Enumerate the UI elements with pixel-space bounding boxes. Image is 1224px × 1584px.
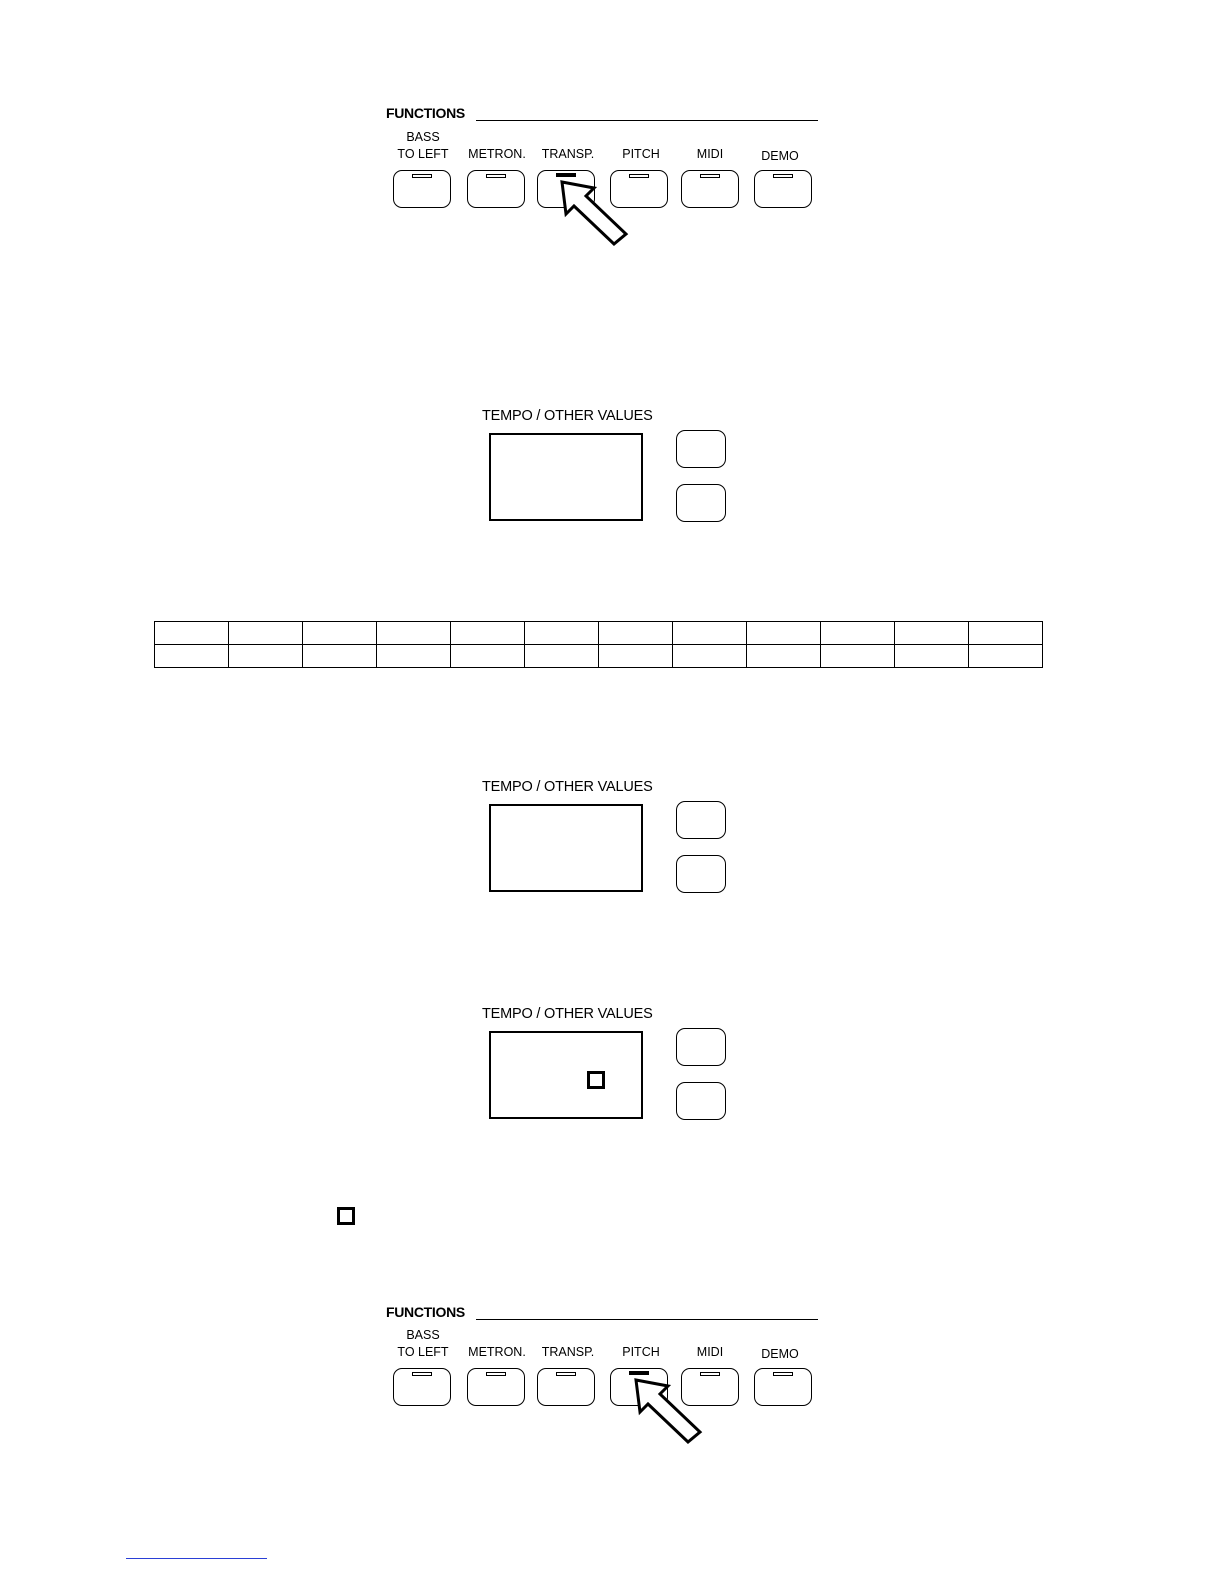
tempo-label-1: TEMPO / OTHER VALUES — [482, 408, 653, 424]
led-indicator — [412, 174, 432, 178]
arrow-icon — [630, 1374, 710, 1446]
table-cell — [229, 622, 303, 645]
table-cell — [969, 622, 1043, 645]
table-cell — [377, 645, 451, 668]
label-transp: TRANSP. — [541, 1345, 595, 1359]
demo-button[interactable] — [754, 1368, 812, 1406]
bass-to-left-button[interactable] — [393, 1368, 451, 1406]
tempo-display-1 — [489, 433, 643, 521]
table-cell — [451, 645, 525, 668]
value-table — [154, 621, 1043, 668]
midi-button[interactable] — [681, 170, 739, 208]
label-transp: TRANSP. — [541, 147, 595, 161]
arrow-icon — [556, 176, 636, 248]
down-button-1[interactable] — [676, 484, 726, 522]
label-metron: METRON. — [468, 1345, 526, 1359]
tempo-label-2: TEMPO / OTHER VALUES — [482, 779, 653, 795]
led-indicator — [700, 174, 720, 178]
table-cell — [895, 645, 969, 668]
table-cell — [599, 645, 673, 668]
led-indicator — [412, 1372, 432, 1376]
functions-panel-2 — [0, 1198, 1224, 1458]
label-demo: DEMO — [761, 1347, 799, 1361]
functions-panel-1 — [0, 0, 1224, 260]
tempo-display-2 — [489, 804, 643, 892]
transp-button[interactable] — [537, 1368, 595, 1406]
table-cell — [673, 645, 747, 668]
label-pitch: PITCH — [622, 147, 660, 161]
up-button-1[interactable] — [676, 430, 726, 468]
square-indicator-icon — [587, 1071, 605, 1089]
table-cell — [895, 622, 969, 645]
footnote-rule — [126, 1558, 267, 1559]
label-midi: MIDI — [696, 1345, 724, 1359]
functions-title-rule — [476, 120, 818, 121]
label-metron: METRON. — [468, 147, 526, 161]
led-indicator — [773, 1372, 793, 1376]
table-cell — [747, 645, 821, 668]
functions-title-rule — [476, 1319, 818, 1320]
table-cell — [525, 645, 599, 668]
label-midi: MIDI — [696, 147, 724, 161]
tempo-label-3: TEMPO / OTHER VALUES — [482, 1006, 653, 1022]
label-bass-line1: BASS — [406, 130, 440, 144]
label-bass-line2: TO LEFT — [397, 1345, 449, 1359]
table-cell — [673, 622, 747, 645]
tempo-display-3 — [489, 1031, 643, 1119]
table-cell — [155, 622, 229, 645]
down-button-3[interactable] — [676, 1082, 726, 1120]
metron-button[interactable] — [467, 170, 525, 208]
table-row — [155, 645, 1043, 668]
led-indicator — [556, 1372, 576, 1376]
table-cell — [821, 645, 895, 668]
table-cell — [229, 645, 303, 668]
label-demo: DEMO — [761, 149, 799, 163]
demo-button[interactable] — [754, 170, 812, 208]
table-cell — [451, 622, 525, 645]
label-bass-line2: TO LEFT — [397, 147, 449, 161]
label-pitch: PITCH — [622, 1345, 660, 1359]
table-cell — [377, 622, 451, 645]
metron-button[interactable] — [467, 1368, 525, 1406]
label-bass-line1: BASS — [406, 1328, 440, 1342]
table-row — [155, 622, 1043, 645]
led-indicator — [486, 1372, 506, 1376]
table-cell — [747, 622, 821, 645]
table-cell — [821, 622, 895, 645]
table-cell — [599, 622, 673, 645]
table-cell — [155, 645, 229, 668]
up-button-2[interactable] — [676, 801, 726, 839]
table-cell — [525, 622, 599, 645]
bass-to-left-button[interactable] — [393, 170, 451, 208]
down-button-2[interactable] — [676, 855, 726, 893]
table-cell — [969, 645, 1043, 668]
table-cell — [303, 622, 377, 645]
table-cell — [303, 645, 377, 668]
functions-title: FUNCTIONS — [386, 1304, 465, 1320]
up-button-3[interactable] — [676, 1028, 726, 1066]
functions-title: FUNCTIONS — [386, 105, 465, 121]
led-indicator — [773, 174, 793, 178]
led-indicator — [486, 174, 506, 178]
